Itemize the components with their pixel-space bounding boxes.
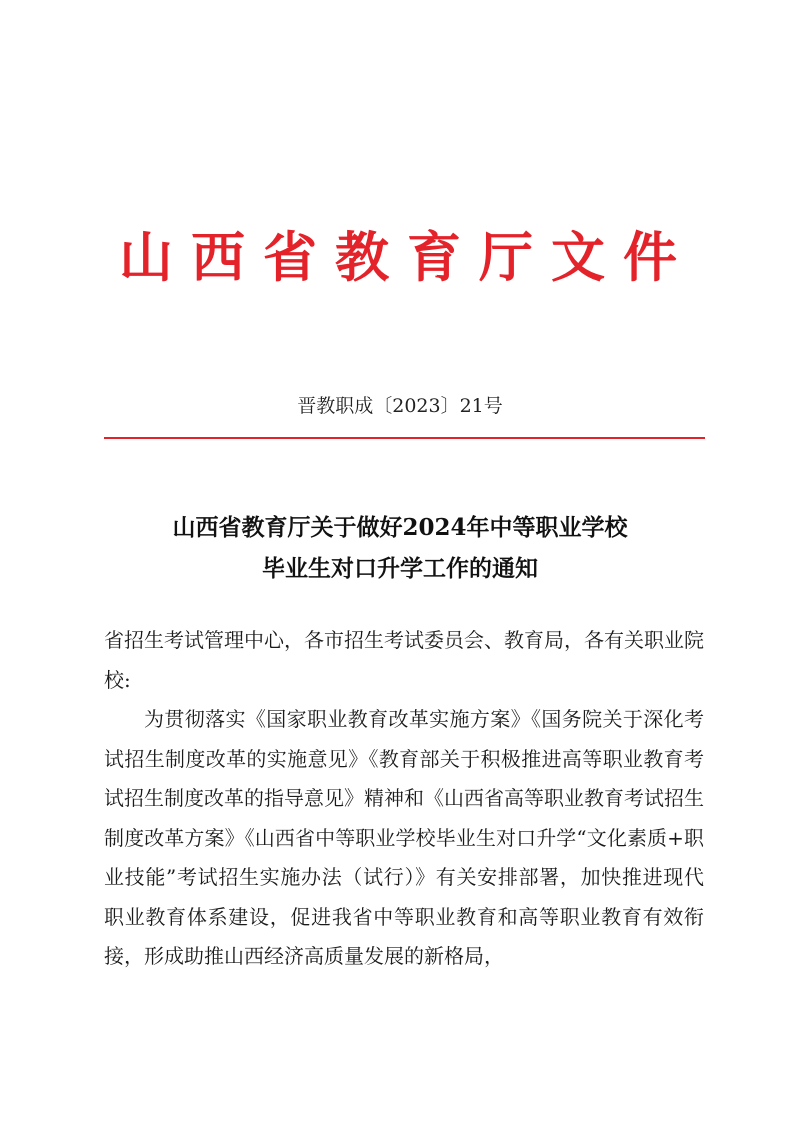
issuer-header: 山西省教育厅文件 xyxy=(119,226,695,289)
notice-title-line-2: 毕业生对口升学工作的通知 xyxy=(262,555,538,582)
notice-title-line-1: 山西省教育厅关于做好2024年中等职业学校 xyxy=(172,514,628,541)
recipients-line: 省招生考试管理中心，各市招生考试委员会、教育局，各有关职业院校: xyxy=(104,628,704,692)
red-divider-line xyxy=(104,437,705,439)
document-number: 晋教职成〔2023〕21号 xyxy=(297,395,503,417)
notice-body xyxy=(104,621,704,977)
body-paragraph: 为贯彻落实《国家职业教育改革实施方案》《国务院关于深化考试招生制度改革的实施意见》《教育部关于积极推进高等职业教育考试招生制度改革的指导意见》精神和《山西省高等职业教育考试招生制度改革方案》《山西省中等职业学校毕业生对口升学“文化素质+职业技能”考试招生实施办法（试行）》有关安排部署，加快推进现代职业教育体系建设，促进我省中等职业教育和高等职业教育有效衔接，形成助推山西经济高质量发展的新格局， xyxy=(104,707,704,968)
